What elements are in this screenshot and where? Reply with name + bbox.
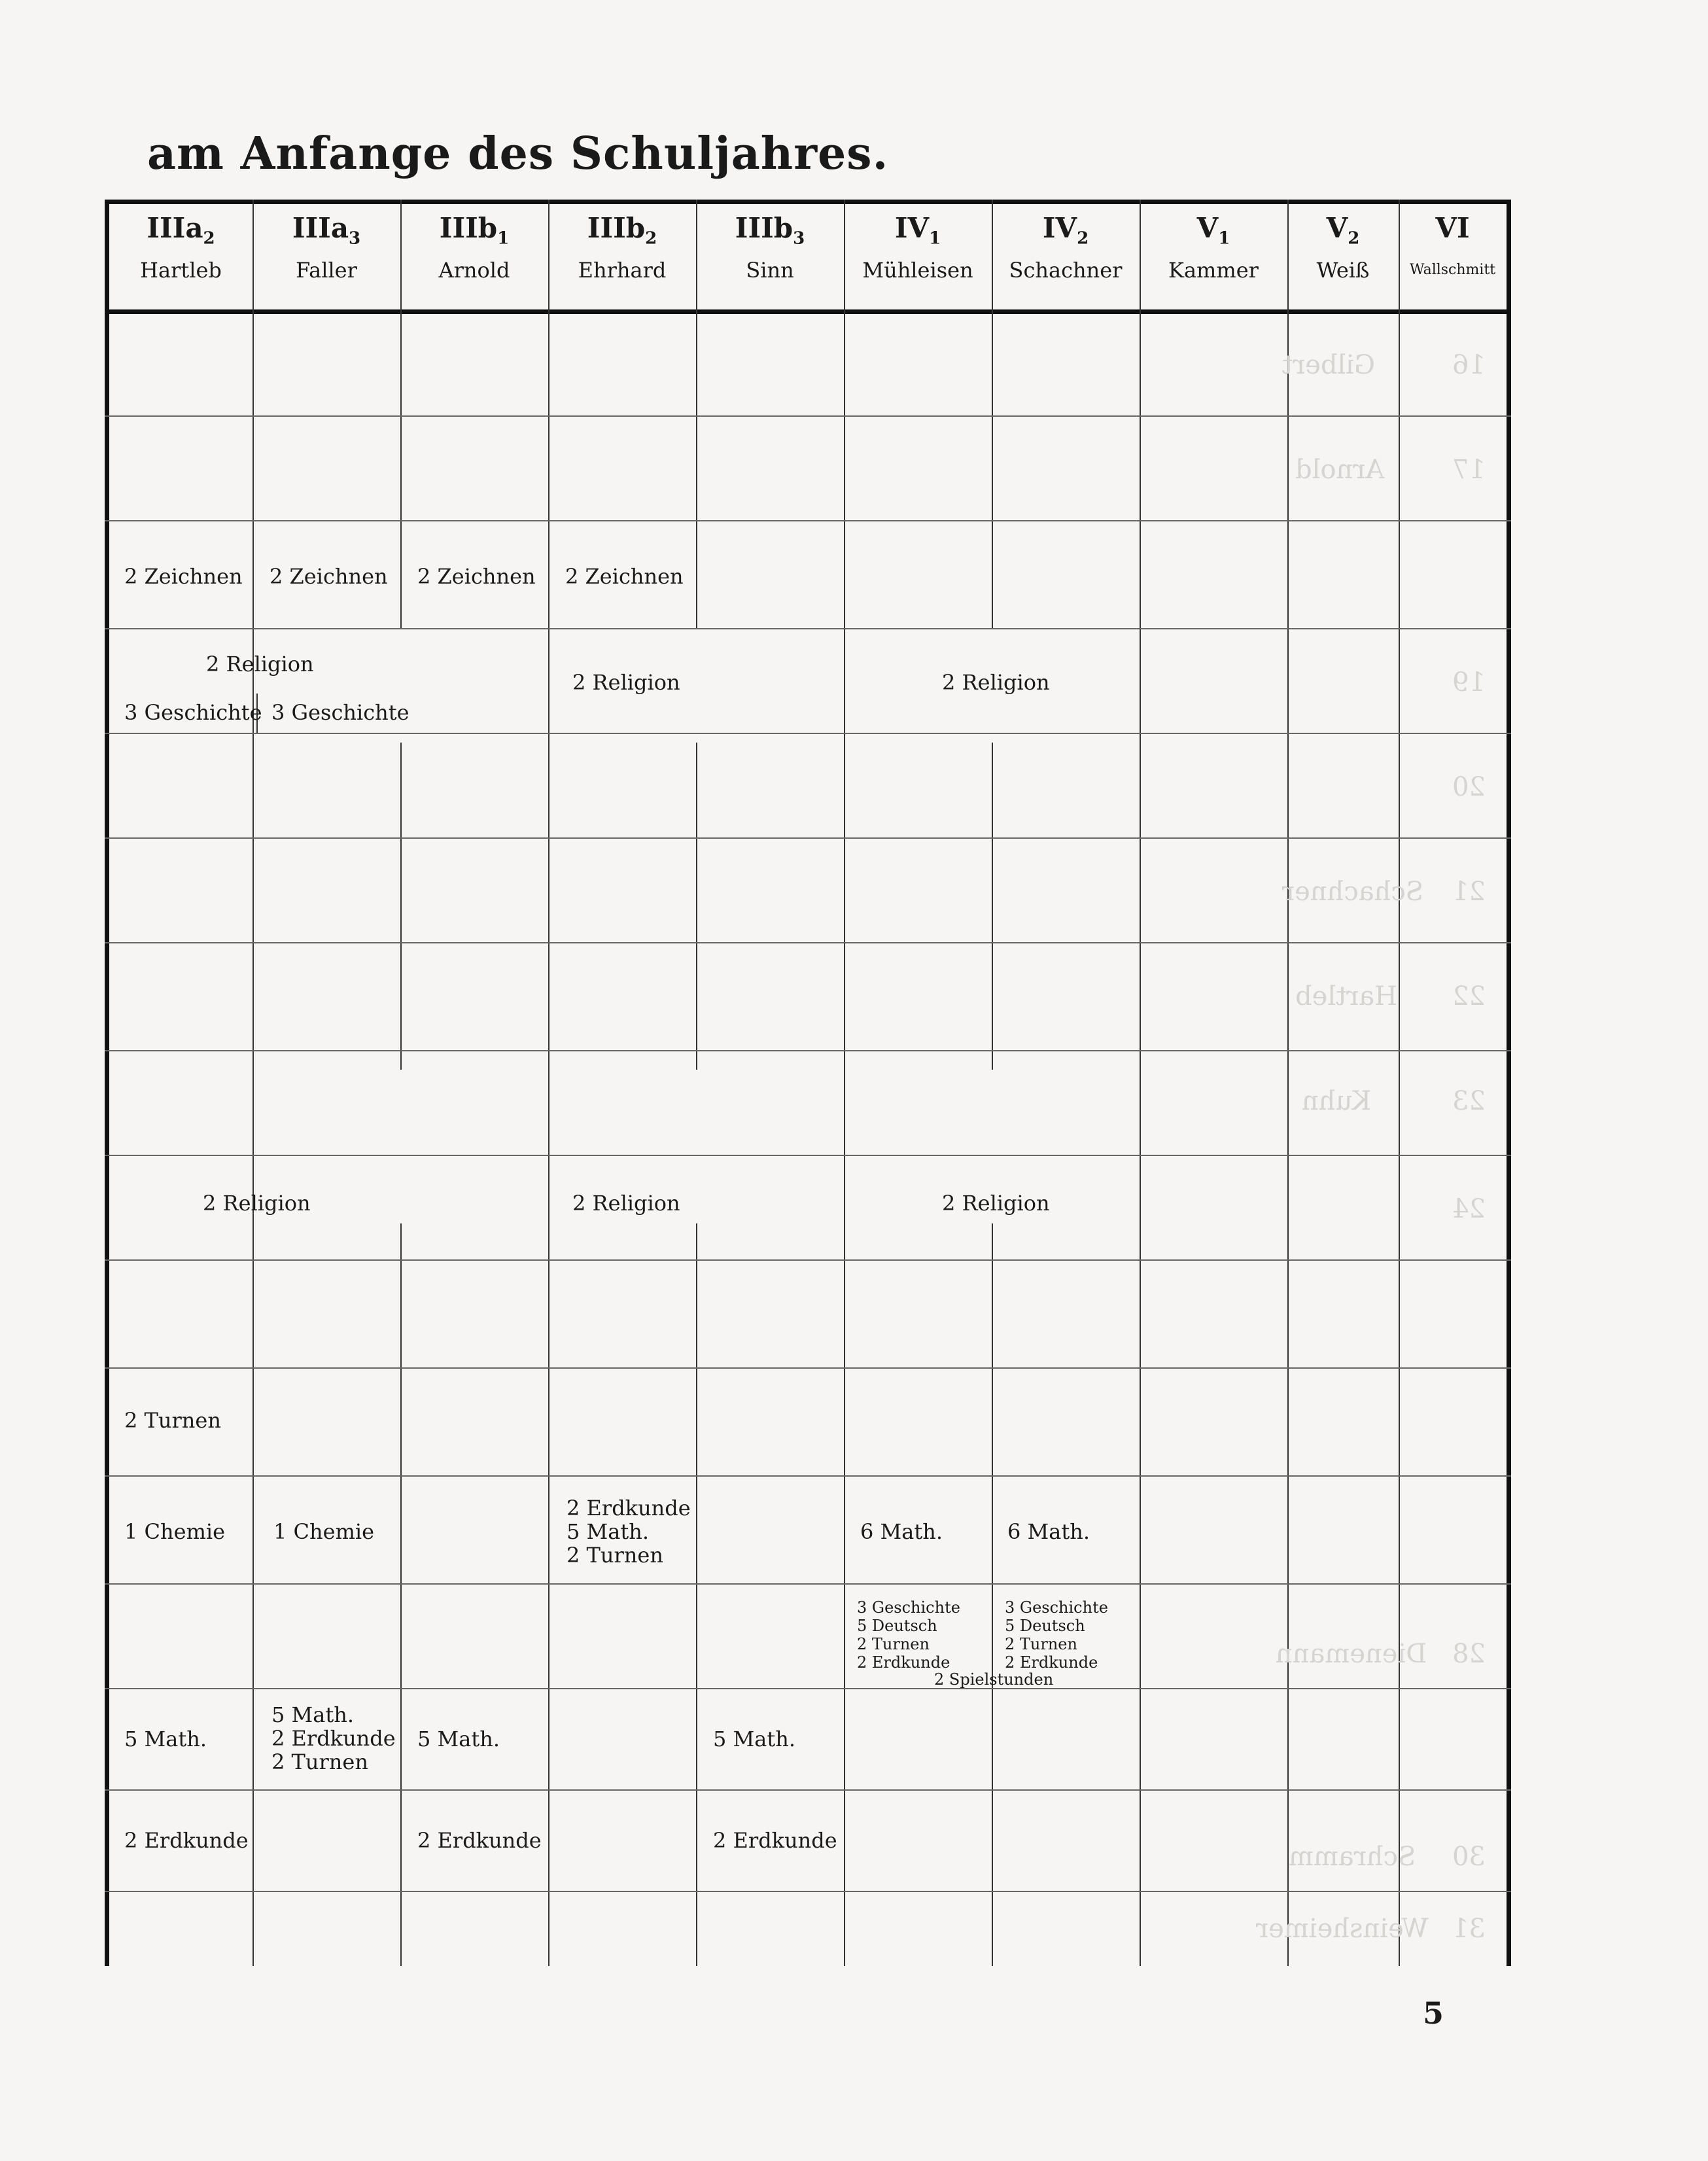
column-header bbox=[1140, 211, 1287, 285]
table-top-rule bbox=[105, 200, 1511, 204]
entry-zeichnen: 2 Zeichnen bbox=[270, 564, 388, 589]
show-through-text: Gilbert bbox=[1282, 350, 1376, 380]
column-header bbox=[548, 211, 696, 285]
column-header bbox=[400, 211, 548, 285]
column-divider bbox=[1140, 200, 1141, 1966]
table-left-rule bbox=[105, 200, 109, 1966]
entry-turnen: 2 Turnen bbox=[1005, 1635, 1077, 1653]
column-divider bbox=[400, 743, 402, 1070]
entry-chemie: 1 Chemie bbox=[273, 1519, 375, 1544]
column-header bbox=[696, 211, 844, 285]
teacher-name: Schachner bbox=[1009, 258, 1123, 283]
entry-math: 5 Math. bbox=[124, 1727, 207, 1751]
row-rule bbox=[105, 733, 1511, 734]
entry-erdkunde: 2 Erdkunde bbox=[271, 1726, 396, 1751]
entry-math: 5 Math. bbox=[271, 1702, 355, 1727]
row-rule bbox=[105, 1688, 1511, 1689]
show-through-text: 23 bbox=[1452, 1086, 1486, 1116]
entry-zeichnen: 2 Zeichnen bbox=[124, 564, 243, 589]
entry-geschichte: 3 Geschichte bbox=[857, 1598, 960, 1617]
show-through-text: Schramm bbox=[1289, 1842, 1416, 1872]
entry-math: 6 Math. bbox=[860, 1519, 943, 1544]
column-header bbox=[992, 211, 1140, 285]
entry-math: 5 Math. bbox=[566, 1519, 650, 1544]
column-divider bbox=[992, 1223, 993, 1966]
row-rule bbox=[105, 520, 1511, 521]
show-through-text: 31 bbox=[1452, 1914, 1486, 1944]
column-header bbox=[1287, 211, 1399, 285]
entry-geschichte: 3 Geschichte bbox=[271, 700, 410, 725]
column-divider bbox=[253, 200, 254, 1966]
show-through-text: Kuhn bbox=[1302, 1086, 1372, 1116]
class-name: $V_1$ bbox=[1196, 212, 1230, 249]
entry-erdkunde: 2 Erdkunde bbox=[566, 1496, 691, 1520]
entry-religion: 2 Religion bbox=[206, 652, 314, 676]
row-rule bbox=[105, 1155, 1511, 1156]
show-through-text: 28 bbox=[1452, 1639, 1486, 1669]
column-divider bbox=[400, 1223, 402, 1966]
class-name: IIIa$_3$ bbox=[292, 212, 361, 249]
show-through-text: 17 bbox=[1452, 455, 1486, 485]
class-name: $IV_2$ bbox=[1042, 212, 1089, 249]
show-through-text: Hartleb bbox=[1295, 981, 1397, 1011]
entry-zeichnen: 2 Zeichnen bbox=[565, 564, 684, 589]
class-name: IIIa$_2$ bbox=[147, 212, 215, 249]
show-through-text: 20 bbox=[1452, 772, 1486, 802]
row-rule bbox=[105, 1259, 1511, 1261]
column-header bbox=[844, 211, 992, 285]
entry-chemie: 1 Chemie bbox=[124, 1519, 226, 1544]
column-divider bbox=[548, 200, 549, 1966]
timetable bbox=[105, 200, 1511, 1966]
page-title: am Anfange des Schuljahres. bbox=[147, 128, 889, 180]
show-through-text: Weinsheimer bbox=[1256, 1914, 1429, 1944]
page-number: 5 bbox=[1423, 1995, 1444, 2031]
column-divider bbox=[1287, 200, 1289, 1966]
entry-geschichte: 3 Geschichte bbox=[124, 700, 262, 725]
entry-zeichnen: 2 Zeichnen bbox=[417, 564, 536, 589]
class-name: IIIb$_1$ bbox=[439, 212, 510, 249]
entry-erdkunde: 2 Erdkunde bbox=[1005, 1653, 1098, 1672]
row-rule bbox=[105, 1891, 1511, 1892]
teacher-name: Arnold bbox=[438, 258, 510, 283]
show-through-text: 21 bbox=[1452, 877, 1486, 907]
entry-geschichte: 3 Geschichte bbox=[1005, 1598, 1108, 1617]
row-rule bbox=[105, 415, 1511, 417]
entry-erdkunde: 2 Erdkunde bbox=[417, 1828, 542, 1853]
entry-turnen: 2 Turnen bbox=[857, 1635, 930, 1653]
entry-erdkunde: 2 Erdkunde bbox=[713, 1828, 837, 1853]
entry-spielstunden: 2 Spielstunden bbox=[934, 1670, 1054, 1689]
show-through-text: 19 bbox=[1452, 667, 1486, 697]
row-rule bbox=[105, 628, 1511, 629]
teacher-name: Faller bbox=[296, 258, 357, 283]
teacher-name: Kammer bbox=[1168, 258, 1259, 283]
teacher-name: Sinn bbox=[746, 258, 794, 283]
class-name: $V_2$ bbox=[1326, 212, 1360, 249]
show-through-text: Schachner bbox=[1282, 877, 1424, 907]
column-divider bbox=[844, 200, 845, 1966]
class-name: IIIb$_3$ bbox=[735, 212, 805, 249]
column-header bbox=[1399, 211, 1507, 285]
entry-math: 5 Math. bbox=[417, 1727, 500, 1751]
column-divider bbox=[992, 743, 993, 1070]
teacher-name: Mühleisen bbox=[862, 258, 973, 283]
table-right-rule bbox=[1507, 200, 1511, 1966]
show-through-text: 22 bbox=[1452, 981, 1486, 1011]
show-through-text: 30 bbox=[1452, 1842, 1486, 1872]
column-header bbox=[253, 211, 400, 285]
entry-turnen: 2 Turnen bbox=[124, 1408, 221, 1433]
column-divider bbox=[696, 743, 697, 1070]
teacher-name: Wallschmitt bbox=[1409, 262, 1496, 279]
entry-turnen: 2 Turnen bbox=[566, 1543, 663, 1568]
row-rule bbox=[105, 1367, 1511, 1369]
entry-religion: 2 Religion bbox=[942, 1191, 1050, 1216]
entry-deutsch: 5 Deutsch bbox=[857, 1617, 937, 1635]
row-rule bbox=[105, 1475, 1511, 1477]
entry-deutsch: 5 Deutsch bbox=[1005, 1617, 1085, 1635]
entry-erdkunde: 2 Erdkunde bbox=[124, 1828, 249, 1853]
teacher-name: Weiß bbox=[1316, 258, 1370, 283]
class-name: VI bbox=[1435, 212, 1470, 244]
entry-religion: 2 Religion bbox=[203, 1191, 311, 1216]
class-name: IIIb$_2$ bbox=[587, 212, 657, 249]
class-name: $IV_1$ bbox=[894, 212, 941, 249]
entry-math: 6 Math. bbox=[1007, 1519, 1090, 1544]
teacher-name: Ehrhard bbox=[578, 258, 667, 283]
show-through-text: 24 bbox=[1452, 1194, 1486, 1224]
show-through-text: Dienemann bbox=[1276, 1639, 1427, 1669]
show-through-text: Arnold bbox=[1295, 455, 1385, 485]
column-divider bbox=[1399, 200, 1400, 1966]
entry-religion: 2 Religion bbox=[572, 1191, 680, 1216]
row-rule bbox=[105, 1583, 1511, 1585]
entry-math: 5 Math. bbox=[713, 1727, 796, 1751]
show-through-text: 16 bbox=[1452, 350, 1486, 380]
row-rule bbox=[105, 942, 1511, 943]
entry-erdkunde: 2 Erdkunde bbox=[857, 1653, 950, 1672]
column-divider bbox=[696, 1223, 697, 1966]
teacher-name: Hartleb bbox=[140, 258, 222, 283]
header-rule bbox=[105, 309, 1511, 314]
row-rule bbox=[105, 1050, 1511, 1051]
row-rule bbox=[105, 837, 1511, 839]
entry-religion: 2 Religion bbox=[572, 670, 680, 695]
row-rule bbox=[105, 1789, 1511, 1791]
entry-religion: 2 Religion bbox=[942, 670, 1050, 695]
column-header bbox=[109, 211, 253, 285]
entry-turnen: 2 Turnen bbox=[271, 1749, 368, 1774]
